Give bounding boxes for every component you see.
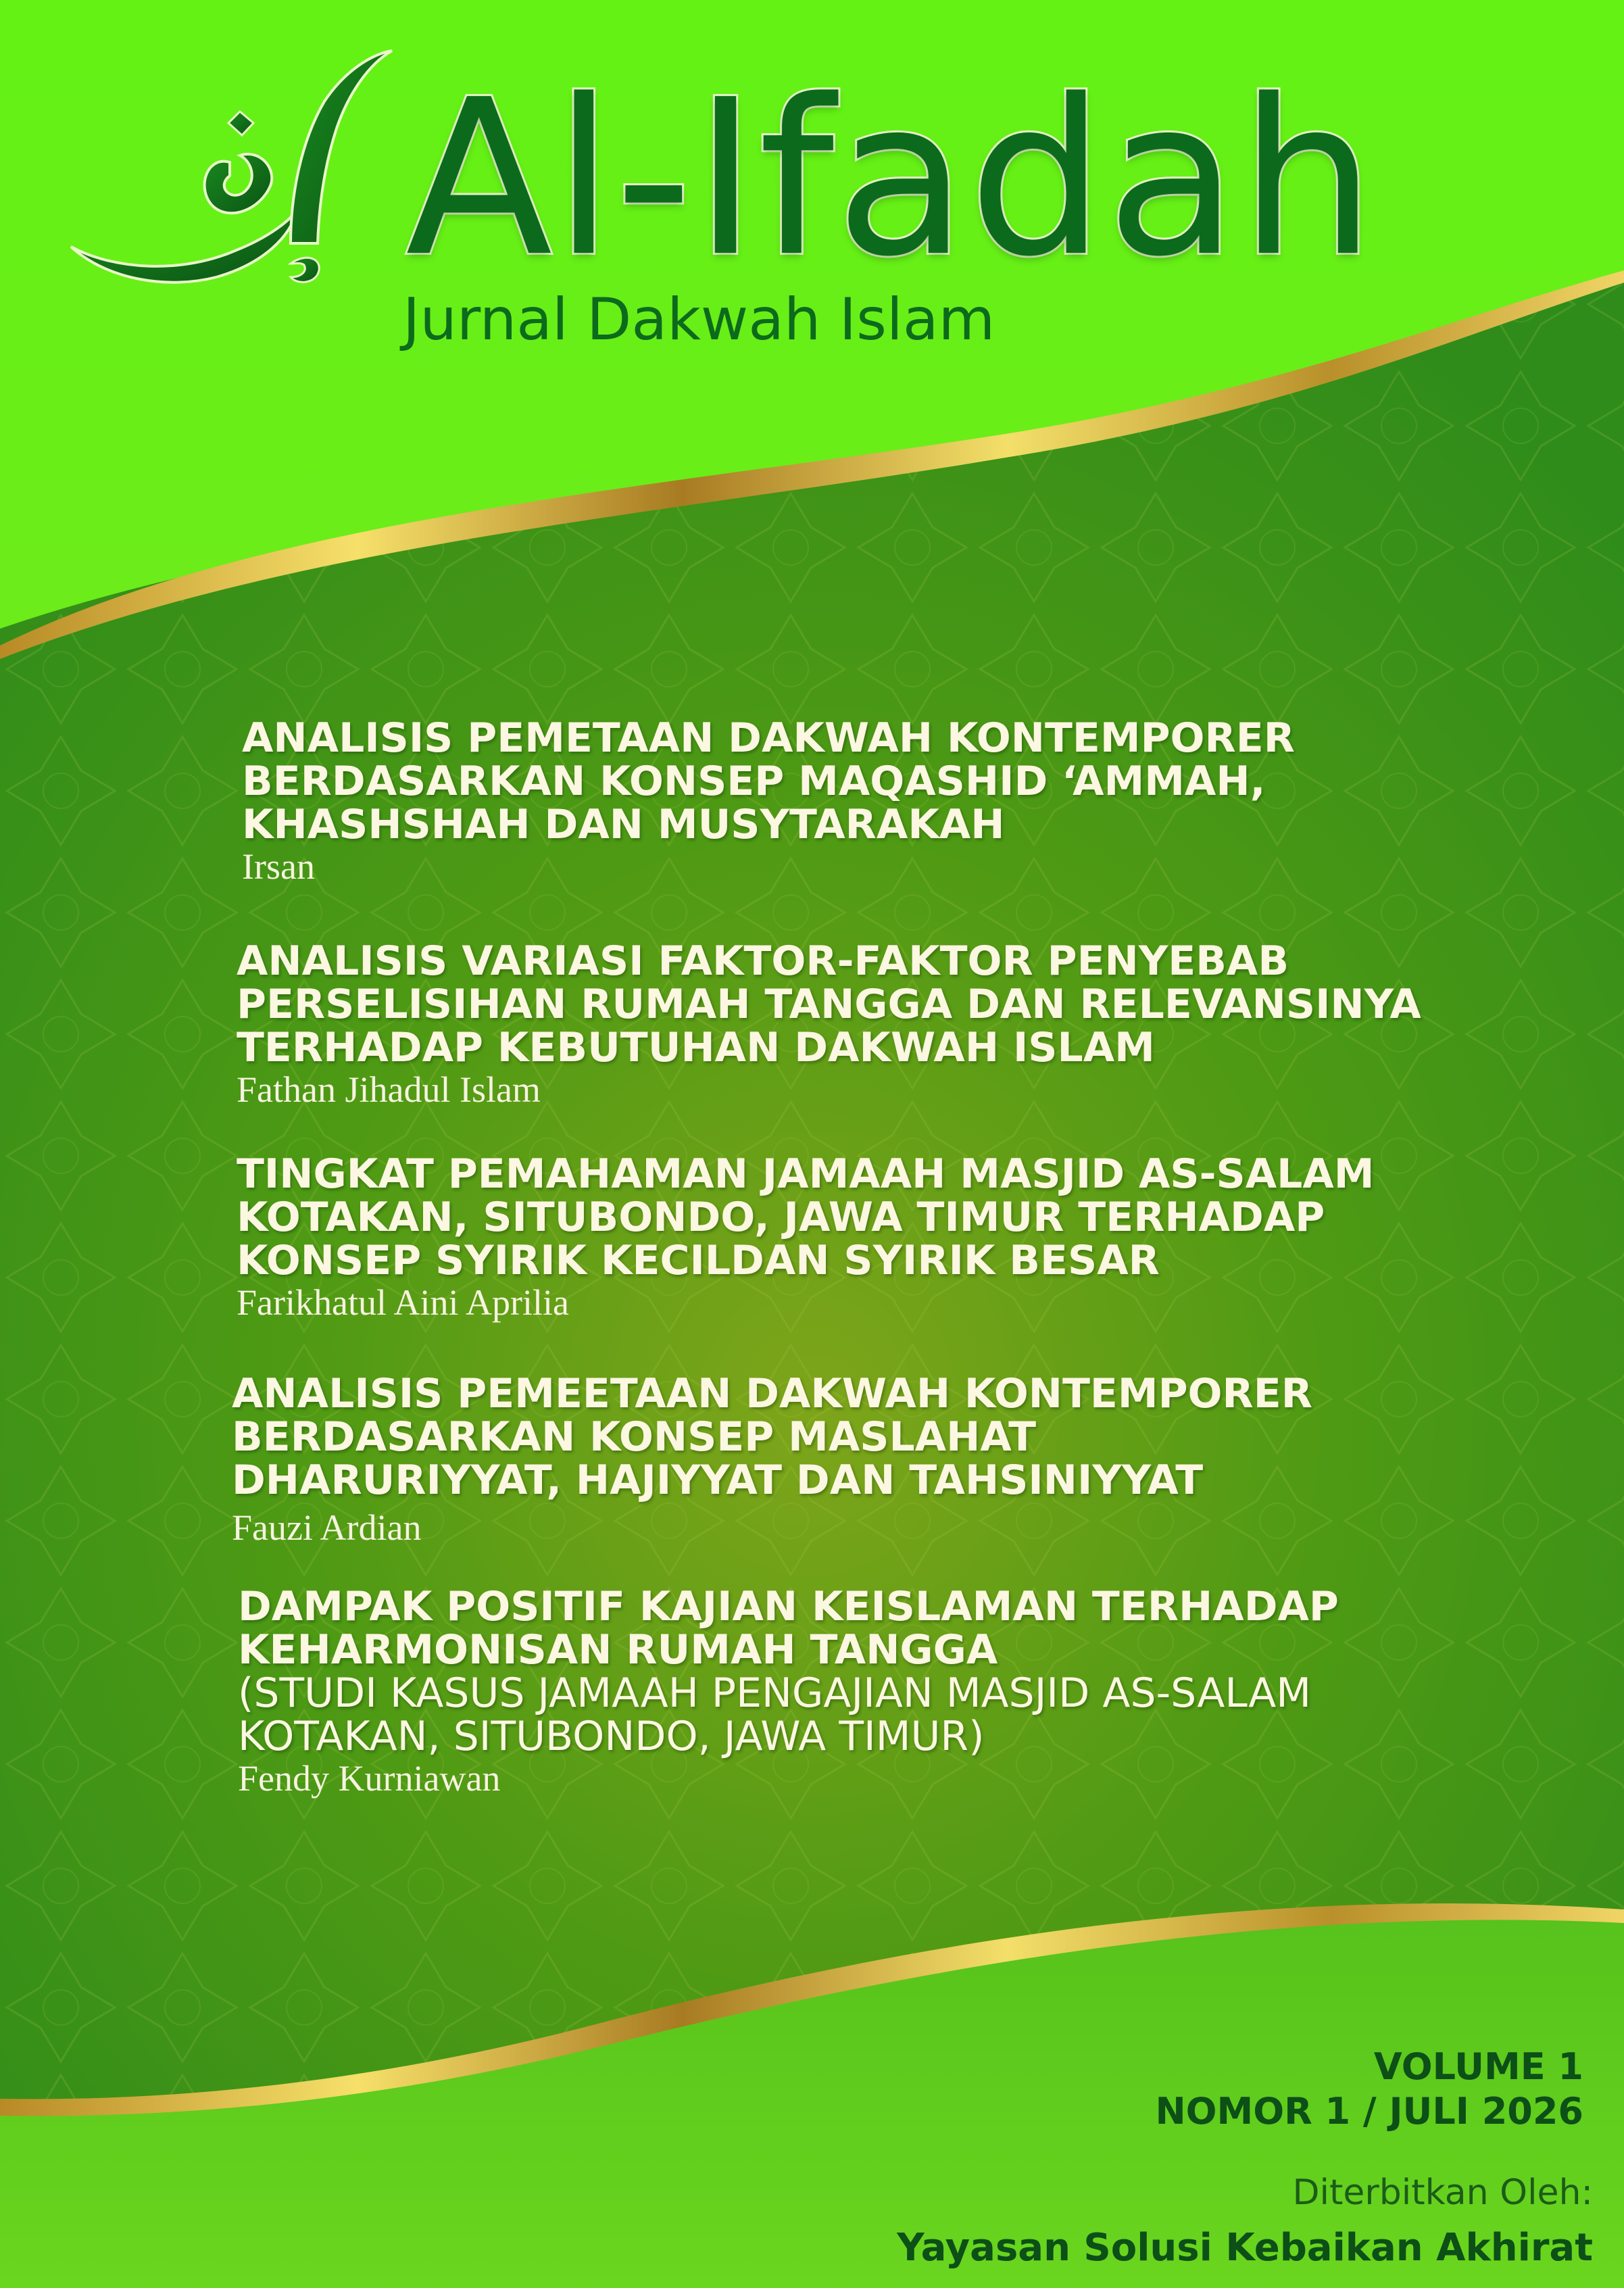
article-title-line: ANALISIS PEMETAAN DAKWAH KONTEMPORER <box>242 714 1295 762</box>
article-title-line: BERDASARKAN KONSEP MAQASHID ‘AMMAH, <box>242 758 1266 805</box>
article-title-line: KOTAKAN, SITUBONDO, JAWA TIMUR TERHADAP <box>237 1194 1325 1241</box>
number-date-label: NOMOR 1 / JULI 2026 <box>1155 2090 1583 2133</box>
article-title-line: PERSELISIHAN RUMAH TANGGA DAN RELEVANSINYA <box>237 981 1421 1028</box>
article-title-line: ANALISIS PEMEETAAN DAKWAH KONTEMPORER <box>232 1370 1312 1417</box>
article-entry <box>232 1372 1583 1548</box>
article-author: Irsan <box>242 846 315 887</box>
article-author: Fauzi Ardian <box>232 1507 422 1548</box>
article-author: Farikhatul Aini Aprilia <box>237 1282 569 1323</box>
article-title-line: DHARURIYYAT, HAJIYYAT DAN TAHSINIYYAT <box>232 1457 1204 1504</box>
article-entry <box>237 940 1588 1110</box>
article-title-line: TINGKAT PEMAHAMAN JAMAAH MASJID AS-SALAM <box>237 1150 1375 1198</box>
journal-title: Al-Ifadah <box>405 53 1377 303</box>
article-title-line: BERDASARKAN KONSEP MASLAHAT <box>232 1413 1037 1461</box>
article-title-line: KHASHSHAH DAN MUSYTARAKAH <box>242 801 1005 848</box>
article-title-line: TERHADAP KEBUTUHAN DAKWAH ISLAM <box>237 1024 1155 1071</box>
article-entry <box>238 1585 1590 1799</box>
journal-subtitle: Jurnal Dakwah Islam <box>403 286 995 354</box>
article-entry <box>242 716 1594 887</box>
issue-info <box>1155 2045 1583 2134</box>
article-title-line: KEHARMONISAN RUMAH TANGGA <box>238 1626 998 1674</box>
publisher-name: Yayasan Solusi Kebaikan Akhirat <box>897 2226 1593 2270</box>
volume-label: VOLUME 1 <box>1373 2045 1583 2088</box>
article-title-line: DAMPAK POSITIF KAJIAN KEISLAMAN TERHADAP <box>238 1583 1339 1630</box>
article-author: Fathan Jihadul Islam <box>237 1069 541 1110</box>
article-author: Fendy Kurniawan <box>238 1758 501 1799</box>
article-title-line: ANALISIS VARIASI FAKTOR-FAKTOR PENYEBAB <box>237 938 1289 985</box>
publisher-label: Diterbitkan Oleh: <box>1292 2172 1593 2213</box>
article-entry <box>237 1152 1588 1323</box>
article-subtitle-line: (STUDI KASUS JAMAAH PENGAJIAN MASJID AS-SALAM <box>238 1670 1312 1717</box>
article-subtitle-line: KOTAKAN, SITUBONDO, JAWA TIMUR) <box>238 1713 985 1760</box>
article-title-line: KONSEP SYIRIK KECILDAN SYIRIK BESAR <box>237 1237 1160 1284</box>
